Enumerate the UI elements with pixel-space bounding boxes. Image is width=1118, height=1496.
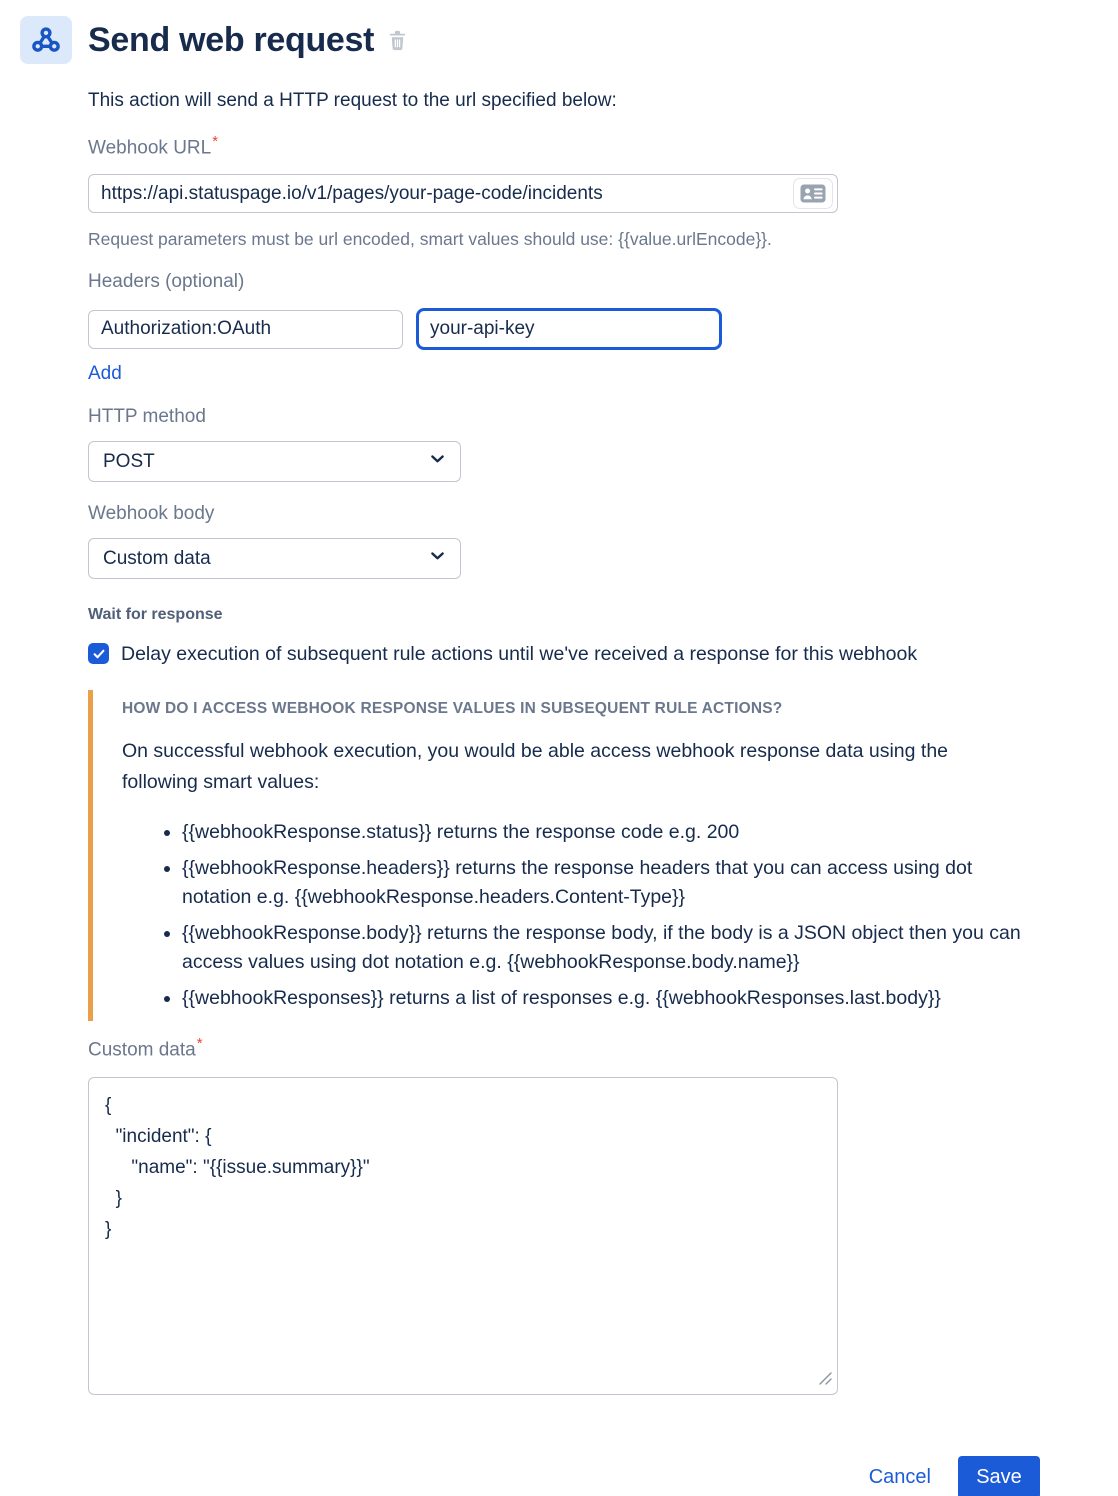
page-title: Send web request <box>88 20 375 59</box>
info-panel-heading: HOW DO I ACCESS WEBHOOK RESPONSE VALUES IN SUBSEQUENT RULE ACTIONS? <box>122 700 783 718</box>
http-method-value: POST <box>103 450 155 472</box>
header-value-input-focused[interactable] <box>416 308 722 350</box>
http-method-label: HTTP method <box>88 406 206 428</box>
action-header <box>0 0 1118 64</box>
custom-data-label: Custom data* <box>88 1035 203 1061</box>
wait-checkbox-label[interactable]: Delay execution of subsequent rule actions until we've received a response for this webhook <box>121 643 918 666</box>
wait-checkbox-row <box>88 639 988 669</box>
list-item: • {{webhookResponses}} returns a list of responses e.g. {{webhookResponses.last.body}} <box>182 984 1042 1014</box>
save-button[interactable]: Save <box>958 1456 1040 1496</box>
list-item: • {{webhookResponse.body}} returns the response body, if the body is a JSON object then you can access values using dot notation e.g. {{webhookResponse.body.name}} <box>182 919 1042 978</box>
check-icon <box>92 647 106 661</box>
trash-icon[interactable] <box>386 29 409 57</box>
webhook-body-label: Webhook body <box>88 503 215 525</box>
contact-card-icon[interactable] <box>793 178 833 209</box>
header-name-input[interactable] <box>88 310 403 349</box>
required-asterisk: * <box>212 133 219 150</box>
list-item: • {{webhookResponse.headers}} returns the response headers that you can access using dot notation e.g. {{webhookResponse.headers.Content-Type}} <box>182 854 1042 913</box>
webhook-url-label: Webhook URL* <box>88 133 219 159</box>
url-help-text: Request parameters must be url encoded, smart values should use: {{value.urlEncode}}. <box>88 229 772 250</box>
headers-label: Headers (optional) <box>88 271 245 293</box>
wait-for-response-label: Wait for response <box>88 606 223 624</box>
header-row <box>88 308 1040 350</box>
webhook-icon <box>20 16 72 64</box>
chevron-down-icon <box>428 449 447 474</box>
http-method-select[interactable] <box>88 441 461 482</box>
custom-data-textarea[interactable] <box>88 1077 838 1395</box>
chevron-down-icon <box>428 546 447 571</box>
required-asterisk: * <box>196 1035 203 1053</box>
action-description: This action will send a HTTP request to the url specified below: <box>88 90 617 111</box>
webhook-body-value: Custom data <box>103 547 211 569</box>
list-item: • {{webhookResponse.status}} returns the response code e.g. 200 <box>182 818 1042 848</box>
info-panel-intro: On successful webhook execution, you would be able access webhook response data using the following smart values: <box>122 740 949 794</box>
wait-checkbox[interactable] <box>88 643 109 664</box>
webhook-url-input[interactable] <box>88 174 838 213</box>
add-header-button[interactable]: Add <box>88 363 122 385</box>
webhook-body-select[interactable] <box>88 538 461 579</box>
form-footer <box>88 1456 1040 1496</box>
cancel-button[interactable]: Cancel <box>868 1465 931 1488</box>
webhook-response-info-panel <box>88 690 1040 1021</box>
smart-values-list <box>182 818 1042 1013</box>
